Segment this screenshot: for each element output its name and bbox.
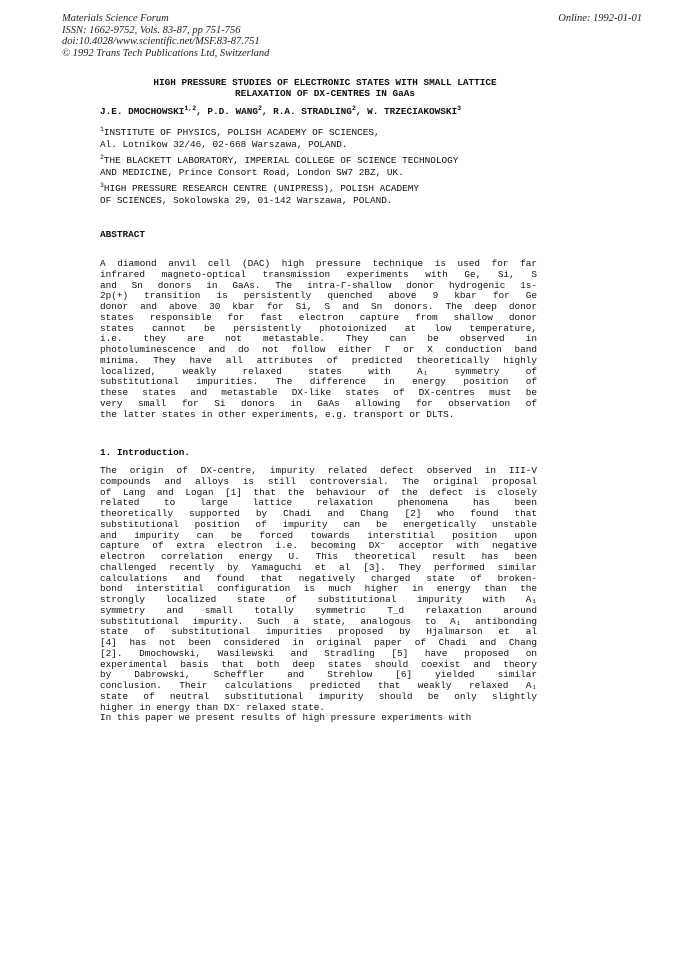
text-line: very small for Si donors in GaAs allowing for observation of [100,397,537,409]
text-line: [4] has not been considered in original paper of Chadi and Chang [100,637,537,648]
text-line: minima. They have all attributes of predicted theoretically highly [100,354,537,366]
text-line: and impurity can be forced towards interstitial position upon [100,529,537,541]
text-line: calculations and found that negatively charged state of broken- [100,572,537,584]
affiliation-line: AND MEDICINE, Prince Consort Road, London SW7 2BZ, UK. [100,167,404,178]
affiliation-mark: 1 [100,125,104,133]
text-line: donor and above 30 kbar for Si, S and Sn donors. The deep donor [100,301,537,312]
affiliation-line: OF SCIENCES, Sokolowska 29, 01-142 Warszawa, POLAND. [100,195,393,206]
text-line: state of substitutional impurities proposed by Hjalmarson et al [100,626,537,638]
text-line: of Lang and Logan [1] that the behaviour of the defect is closely [100,486,537,498]
text-line: and Sn donors in GaAs. The intra-Γ-shallow donor hydrogenic 1s- [100,279,537,291]
text-line: infrared magneto-optical transmission experiments with Ge, Si, S [100,268,537,280]
introduction-heading: 1. Introduction. [100,447,191,458]
author: P.D. WANG [207,106,258,117]
text-line: [2]. Dmochowski, Wasilewski and Stradling [5] have proposed on [100,647,537,659]
affiliation-line: INSTITUTE OF PHYSICS, POLISH ACADEMY OF SCIENCES, [103,127,380,138]
affiliation-line: Al. Lotnikow 32/46, 02-668 Warszawa, POLAND. [100,139,348,150]
affiliation-line: THE BLACKETT LABORATORY, IMPERIAL COLLEGE OF SCIENCE TECHNOLOGY [103,155,459,166]
text-line: state of neutral substitutional impurity should be only slightly [100,690,537,702]
text-line: bond interstitial configuration is much higher in energy than the [100,583,537,595]
text-line: substitutional position of impurity can be energetically unstable [100,518,537,530]
text-line: i.e. they are not metastable. They can be observed in [100,333,537,345]
issn-line: ISSN: 1662-9752, Vols. 83-87, pp 751-756 [62,24,241,36]
affiliation-mark: 2 [100,153,104,161]
citation-block [62,13,269,59]
affiliation-3 [100,183,419,207]
online-date: Online: 1992-01-01 [558,13,642,24]
author: R.A. STRADLING [273,106,352,117]
paper-title [90,77,560,99]
text-line: compounds and alloys is still controversial. The original proposal [100,475,537,487]
author-list: J.E. DMOCHOWSKI$^{1,2}$, P.D. WANG$^2$, R.A. STRADLING$^2$, W. TRZECIAKOWSKI$^3$ [100,104,462,117]
affiliation-1 [100,127,380,151]
text-line: strongly localized state of substitutional impurity with A₁ [100,594,537,605]
text-line: these states and metastable DX-like states of DX-centres must be [100,387,537,398]
doi-line: doi:10.4028/www.scientific.net/MSF.83-87.751 [62,36,260,48]
text-line: substitutional impurity. Such a state, analogous to A₁ antibonding [100,615,537,627]
affiliation-2 [100,155,458,179]
text-line: symmetry and small totally symmetric T_d relaxation around [100,604,537,616]
text-line: substitutional impurities. The difference in energy position of [100,376,537,388]
author-affiliation-mark: 2 [258,104,262,112]
author: J.E. DMOCHOWSKI [100,106,185,117]
text-line: electron correlation energy U. This theoretical result has been [100,551,537,562]
text-line: photoluminescence and do not follow either Γ or X conduction band [100,344,537,355]
text-line: A diamond anvil cell (DAC) high pressure technique is used for far [100,258,537,269]
title-line-1: HIGH PRESSURE STUDIES OF ELECTRONIC STATES WITH SMALL LATTICE [153,77,497,88]
text-line: higher in energy than DX⁻ relaxed state. [100,701,326,713]
text-line: conclusion. Their calculations predicted that weakly relaxed A₁ [100,680,537,691]
title-line-2: RELAXATION OF DX-CENTRES IN GaAs [234,88,416,99]
affiliation-line: HIGH PRESSURE RESEARCH CENTRE (UNIPRESS), POLISH ACADEMY [103,183,419,194]
affiliation-mark: 3 [100,181,104,189]
journal-name: Materials Science Forum [62,13,169,24]
text-line: the latter states in other experiments, e.g. transport or DLTS. [100,408,455,420]
text-line: 2p(+) transition is persistently quenched above 9 kbar for Ge [100,290,537,302]
abstract-body [100,259,537,420]
author-affiliation-mark: 3 [457,104,462,112]
copyright-line: © 1992 Trans Tech Publications Ltd, Switzerland [62,47,270,59]
text-line: localized, weakly relaxed states with A₁ symmetry of [100,365,537,377]
text-line: theoretically supported by Chadi and Chang [2] who found that [100,508,537,519]
text-line: states responsible for fast electron capture from shallow donor [100,311,537,323]
abstract-heading: ABSTRACT [100,229,146,240]
introduction-body [100,466,537,724]
text-line: by Dabrowski, Scheffler and Strehlow [6] yielded similar [100,669,537,681]
text-line: capture of extra electron i.e. becoming DX⁻ acceptor with negative [100,540,537,552]
author-affiliation-mark: 1,2 [184,104,197,112]
text-line: challenged recently by Yamaguchi et al [3]. They performed similar [100,561,537,573]
text-line: In this paper we present results of high pressure experiments with [100,712,472,724]
text-line: related to large lattice relaxation phenomena has been [100,497,537,509]
text-line: experimental basis that both deep states should coexist and theory [100,658,537,670]
text-line: states cannot be persistently photoionized at low temperature, [100,322,537,334]
author-affiliation-mark: 2 [351,104,356,112]
text-line: The origin of DX-centre, impurity related defect observed in III-V [100,465,537,476]
author: W. TRZECIAKOWSKI [367,106,458,117]
